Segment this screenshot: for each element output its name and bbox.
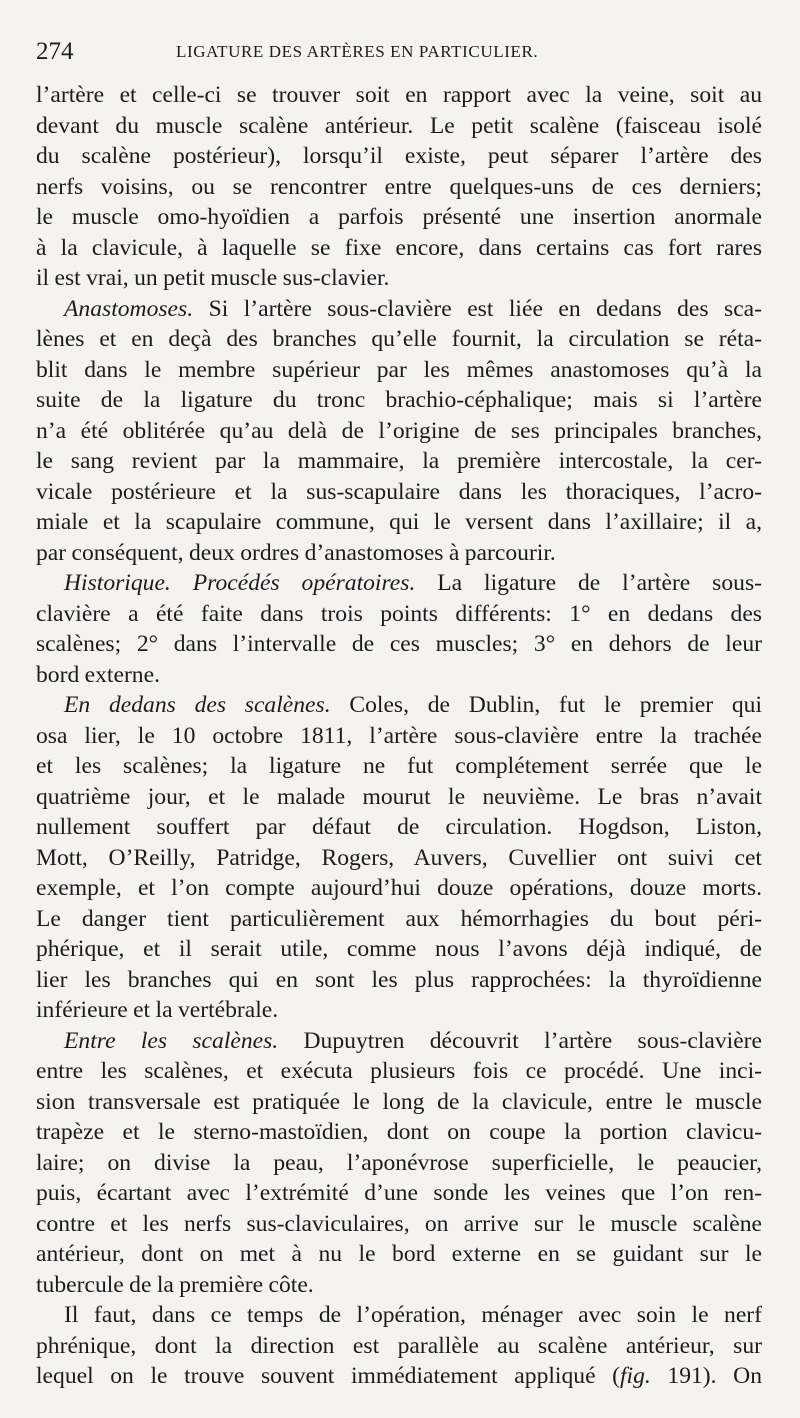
text-line: scalènes; 2° dans l’intervalle de ces muscles; 3° en dehors de leur [36, 631, 762, 657]
text-line: Le danger tient particulièrement aux hémorrhagies du bout péri- [36, 905, 762, 932]
text-line: bord externe. [36, 661, 160, 688]
text-line: phérique, et il serait utile, comme nous l’avons déjà indiqué, de [36, 936, 762, 962]
section-heading: Historique. Procédés opératoires. [64, 570, 416, 596]
text-line: Mott, O’Reilly, Patridge, Rogers, Auvers, Cuvellier ont suivi cet [36, 844, 762, 871]
text-line: Entre les scalènes. Dupuytren découvrit l’artère sous-clavière [64, 1027, 762, 1054]
text-line: n’a été oblitérée qu’au delà de l’origine de ses principales branches, [36, 417, 762, 444]
text-line: blit dans le membre supérieur par les mêmes anastomoses qu’à la [36, 356, 762, 383]
text-line: exemple, et l’on compte aujourd’hui douze opérations, douze morts. [36, 875, 762, 901]
page-number: 274 [36, 38, 74, 65]
text-line: Anastomoses. Si l’artère sous-clavière est liée en dedans des sca- [64, 295, 762, 322]
section-heading: Entre les scalènes. [64, 1027, 279, 1054]
text-line: entre les scalènes, et exécuta plusieurs fois ce procédé. Une inci- [36, 1058, 762, 1084]
text-line: suite de la ligature du tronc brachio-céphalique; mais si l’artère [36, 387, 762, 413]
text-line: vicale postérieure et la sus-scapulaire dans les thoraciques, l’acro- [36, 478, 762, 505]
text-line: à la clavicule, à laquelle se fixe encore, dans certains cas fort rares [36, 234, 762, 261]
paragraph-anastomoses [36, 294, 762, 569]
text-line: En dedans des scalènes. Coles, de Dublin, fut le premier qui [64, 692, 762, 718]
figure-reference: fig. [620, 1363, 651, 1389]
text-line: phrénique, dont la direction est parallèle au scalène antérieur, sur [36, 1332, 762, 1359]
text-line: il est vrai, un petit muscle sus-clavier. [36, 265, 390, 291]
text-line: Historique. Procédés opératoires. La ligature de l’artère sous- [64, 570, 762, 596]
section-heading: Anastomoses. [64, 295, 194, 322]
text-line: lènes et en deçà des branches qu’elle fournit, la circulation se réta- [36, 326, 762, 352]
text-line: devant du muscle scalène antérieur. Le petit scalène (faisceau isolé [36, 112, 762, 139]
text-line: osa lier, le 10 octobre 1811, l’artère sous-clavière entre la trachée [36, 722, 762, 749]
text-line: l’artère et celle-ci se trouver soit en rapport avec la veine, soit au [36, 82, 762, 108]
text-line: par conséquent, deux ordres d’anastomoses à parcourir. [36, 539, 556, 566]
text-line: Il faut, dans ce temps de l’opération, ménager avec soin le nerf [64, 1302, 762, 1328]
text-line: lier les branches qui en sont les plus rapprochées: la thyroïdienne [36, 966, 762, 993]
section-heading: En dedans des scalènes. [64, 692, 331, 718]
text-line: du scalène postérieur), lorsqu’il existe, peut séparer l’artère des [36, 143, 762, 169]
paragraph-1 [36, 80, 762, 294]
text-line: et les scalènes; la ligature ne fut complétement serrée que le [36, 753, 762, 779]
text-line: clavière a été faite dans trois points différents: 1° en dedans des [36, 600, 762, 627]
text-line: inférieure et la vertébrale. [36, 997, 279, 1023]
text-line: le muscle omo-hyoïdien a parfois présenté une insertion anormale [36, 204, 762, 230]
text-line: contre et les nerfs sus-claviculaires, on arrive sur le muscle scalène [36, 1210, 762, 1237]
paragraph-historique [36, 568, 762, 690]
text-line: nerfs voisins, ou se rencontrer entre quelques-uns de ces derniers; [36, 173, 762, 200]
text-line: nullement souffert par défaut de circulation. Hogdson, Liston, [36, 814, 762, 840]
text-line: quatrième jour, et le malade mourut le neuvième. Le bras n’avait [36, 783, 762, 810]
text-line: laire; on divise la peau, l’aponévrose superficielle, le peaucier, [36, 1149, 762, 1176]
text-line: miale et la scapulaire commune, qui le versent dans l’axillaire; il a, [36, 509, 762, 535]
paragraph-en-dedans [36, 690, 762, 1026]
text-line: lequel on le trouve souvent immédiatement appliqué (fig. 191). On [36, 1363, 762, 1389]
text-line: puis, écartant avec l’extrémité d’une sonde les veines que l’on ren- [36, 1180, 762, 1206]
paragraph-il-faut [36, 1300, 762, 1392]
running-title: LIGATURE DES ARTÈRES EN PARTICULIER. [176, 42, 539, 61]
running-header [36, 32, 762, 80]
text-line: sion transversale est pratiquée le long de la clavicule, entre le muscle [36, 1088, 762, 1115]
text-line: antérieur, dont on met à nu le bord externe en se guidant sur le [36, 1241, 762, 1267]
text-line: tubercule de la première côte. [36, 1271, 314, 1298]
paragraph-entre-les-scalenes [36, 1026, 762, 1301]
text-line: trapèze et le sterno-mastoïdien, dont on coupe la portion clavicu- [36, 1119, 762, 1145]
text-line: le sang revient par la mammaire, la première intercostale, la cer- [36, 448, 762, 474]
